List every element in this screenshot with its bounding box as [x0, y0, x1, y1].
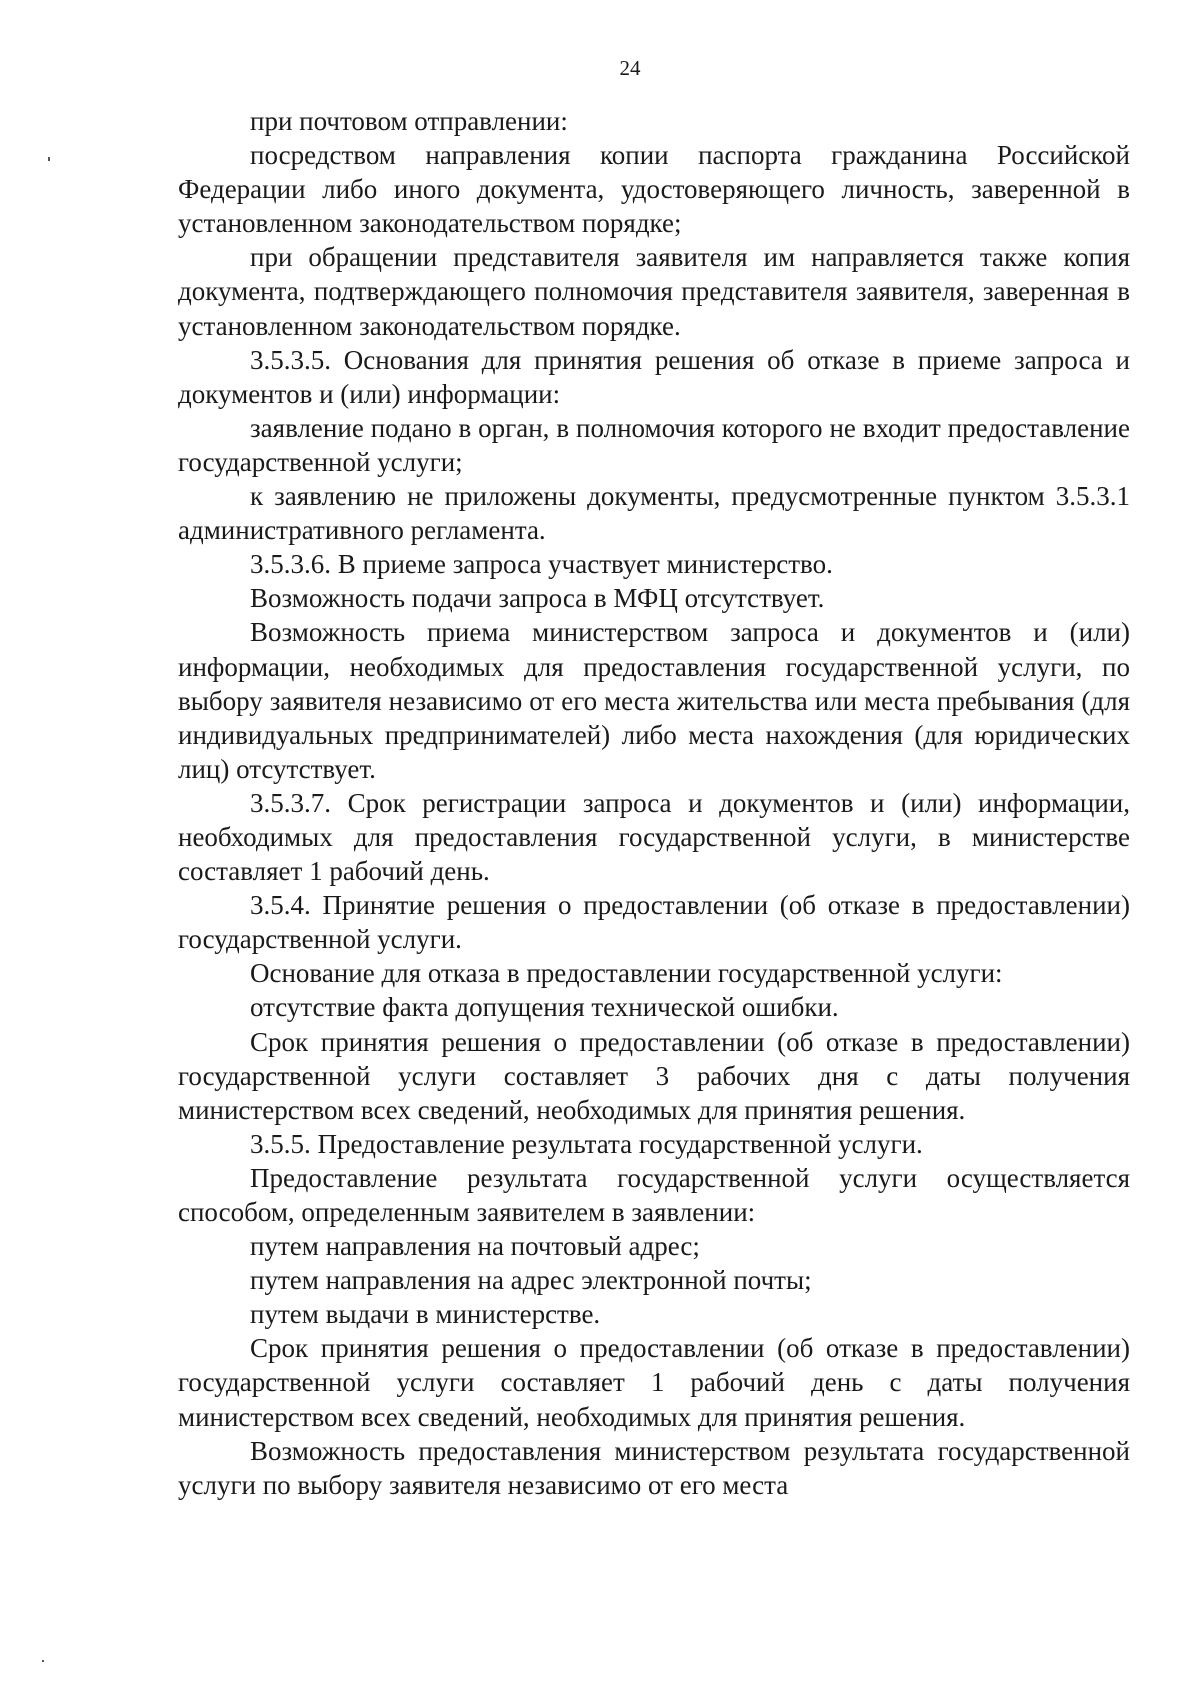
- scan-speck: [42, 1660, 44, 1662]
- paragraph: при обращении представителя заявителя им направляется также копия документа, подтверждающего полномочия представителя заявителя, заверенная в установленном законодательством порядке.: [178, 242, 1130, 341]
- paragraph: 3.5.3.6. В приеме запроса участвует министерство.: [250, 549, 833, 580]
- paragraph: посредством направления копии паспорта гражданина Российской Федерации либо иного документа, удостоверяющего личность, заверенной в установленном законодательством порядке;: [178, 140, 1130, 239]
- paragraph: к заявлению не приложены документы, предусмотренные пунктом 3.5.3.1 административного регламента.: [178, 481, 1130, 546]
- paragraph: путем выдачи в министерстве.: [250, 1299, 601, 1330]
- page-number: 24: [619, 56, 641, 80]
- paragraph: Предоставление результата государственной услуги осуществляется способом, определенным заявителем в заявлении:: [178, 1162, 1130, 1227]
- paragraph: Возможность приема министерством запроса и документов и (или) информации, необходимых для предоставления государственной услуги, по выбору заявителя независимо от его места жительства или места пребывания (для индивидуальных предпринимателей) либо места нахождения (для юридических лиц) отсутствует.: [178, 617, 1130, 784]
- paragraph: 3.5.3.7. Срок регистрации запроса и документов и (или) информации, необходимых для предоставления государственной услуги, в министерстве составляет 1 рабочий день.: [178, 787, 1130, 887]
- paragraph: Возможность подачи запроса в МФЦ отсутствует.: [250, 583, 825, 614]
- document-body: [178, 104, 1130, 1502]
- paragraph: 3.5.5. Предоставление результата государственной услуги.: [250, 1128, 923, 1159]
- paragraph: 3.5.3.5. Основания для принятия решения об отказе в приеме запроса и документов и (или) информации:: [178, 344, 1130, 409]
- paragraph: Срок принятия решения о предоставлении (об отказе в предоставлении) государственной услуги составляет 3 рабочих дня с даты получения министерством всех сведений, необходимых для принятия решения.: [178, 1026, 1130, 1125]
- paragraph: Срок принятия решения о предоставлении (об отказе в предоставлении) государственной услуги составляет 1 рабочий день с даты получения министерством всех сведений, необходимых для принятия решения.: [178, 1333, 1130, 1432]
- paragraph: путем направления на почтовый адрес;: [250, 1231, 700, 1262]
- paragraph: Возможность предоставления министерством результата государственной услуги по выбору заявителя независимо от его места: [178, 1435, 1130, 1500]
- paragraph: при почтовом отправлении:: [250, 106, 568, 136]
- paragraph: путем направления на адрес электронной почты;: [250, 1265, 812, 1296]
- paragraph: отсутствие факта допущения технической ошибки.: [250, 992, 839, 1023]
- paragraph: Основание для отказа в предоставлении государственной услуги:: [250, 958, 1003, 989]
- paragraph: заявление подано в орган, в полномочия которого не входит предоставление государственной услуги;: [178, 412, 1130, 477]
- scan-speck: [48, 157, 50, 161]
- paragraph: 3.5.4. Принятие решения о предоставлении (об отказе в предоставлении) государственной услуги.: [178, 890, 1130, 955]
